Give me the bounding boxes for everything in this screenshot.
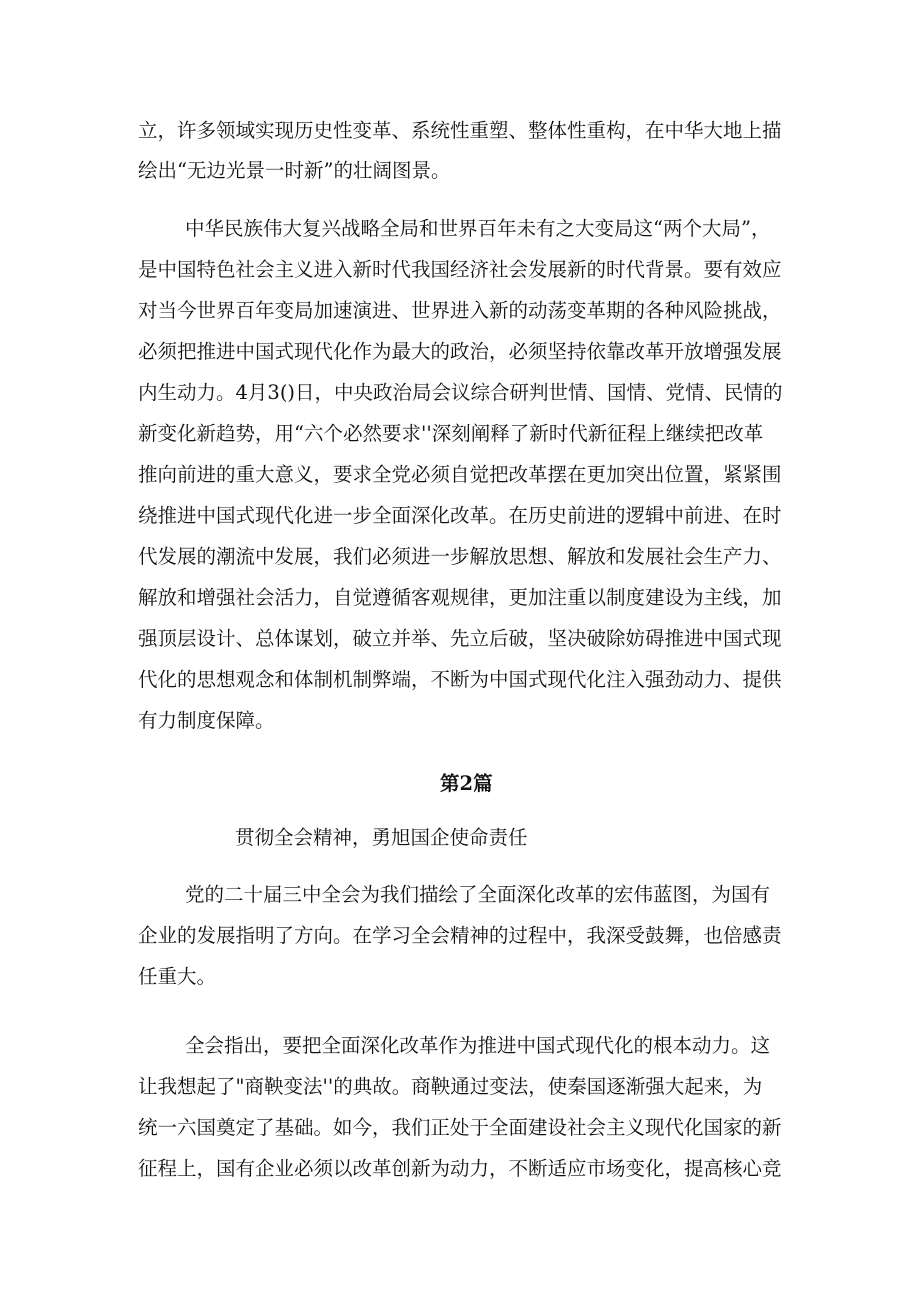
text-line: 企业的发展指明了方向。在学习全会精神的过程中，我深受鼓舞，也倍感责	[138, 924, 782, 947]
text-line: 代化的思想观念和体制机制弊端，不断为中国式现代化注入强劲动力、提供	[138, 668, 782, 691]
text-line: 内生动力。4月3()日，中央政治局会议综合研判世情、国情、党情、民情的	[138, 381, 783, 404]
section-heading: 第2篇	[440, 772, 493, 795]
text-line: 任重大。	[138, 965, 217, 988]
text-line: 代发展的潮流中发展，我们必须进一步解放思想、解放和发展社会生产力、	[138, 545, 782, 568]
text-line: 全会指出，要把全面深化改革作为推进中国式现代化的根本动力。这	[185, 1034, 771, 1057]
text-line: 是中国特色社会主义进入新时代我国经济社会发展新的时代背景。要有效应	[138, 258, 782, 281]
text-line: 绘出“无边光景一时新”的壮阔图景。	[138, 159, 451, 182]
text-line: 立，许多领域实现历史性变革、系统性重塑、整体性重构，在中华大地上描	[138, 119, 782, 142]
text-line: 让我想起了"商鞅变法''的典故。商鞅通过变法，使秦国逐渐强大起来，为	[138, 1075, 763, 1098]
text-line: 新变化新趋势，用“六个必然要求''深刻阐释了新时代新征程上继续把改革	[138, 422, 764, 445]
text-line: 中华民族伟大复兴战略全局和世界百年未有之大变局这“两个大局”，	[185, 217, 771, 240]
text-line: 绕推进中国式现代化进一步全面深化改革。在历史前进的逻辑中前进、在时	[138, 504, 782, 527]
text-line: 党的二十届三中全会为我们描绘了全面深化改革的宏伟蓝图，为国有	[185, 883, 771, 906]
text-line: 必须把推进中国式现代化作为最大的政治，必须坚持依靠改革开放增强发展	[138, 340, 782, 363]
text-line: 推向前进的重大意义，要求全党必须自觉把改革摆在更加突出位置，紧紧围	[138, 463, 782, 486]
text-line: 对当今世界百年变局加速演进、世界进入新的动荡变革期的各种风险挑战，	[138, 299, 782, 322]
text-line: 强顶层设计、总体谋划，破立并举、先立后破，坚决破除妨碍推进中国式现	[138, 627, 782, 650]
text-line: 统一六国奠定了基础。如今，我们正处于全面建设社会主义现代化国家的新	[138, 1116, 782, 1139]
text-line: 有力制度保障。	[138, 709, 275, 732]
text-line: 解放和增强社会活力，自觉遵循客观规律，更加注重以制度建设为主线，加	[138, 586, 782, 609]
article-title: 贯彻全会精神，勇旭国企使命责任	[235, 826, 528, 849]
text-line: 征程上，国有企业必须以改革创新为动力，不断适应市场变化，提高核心竞	[138, 1157, 782, 1180]
